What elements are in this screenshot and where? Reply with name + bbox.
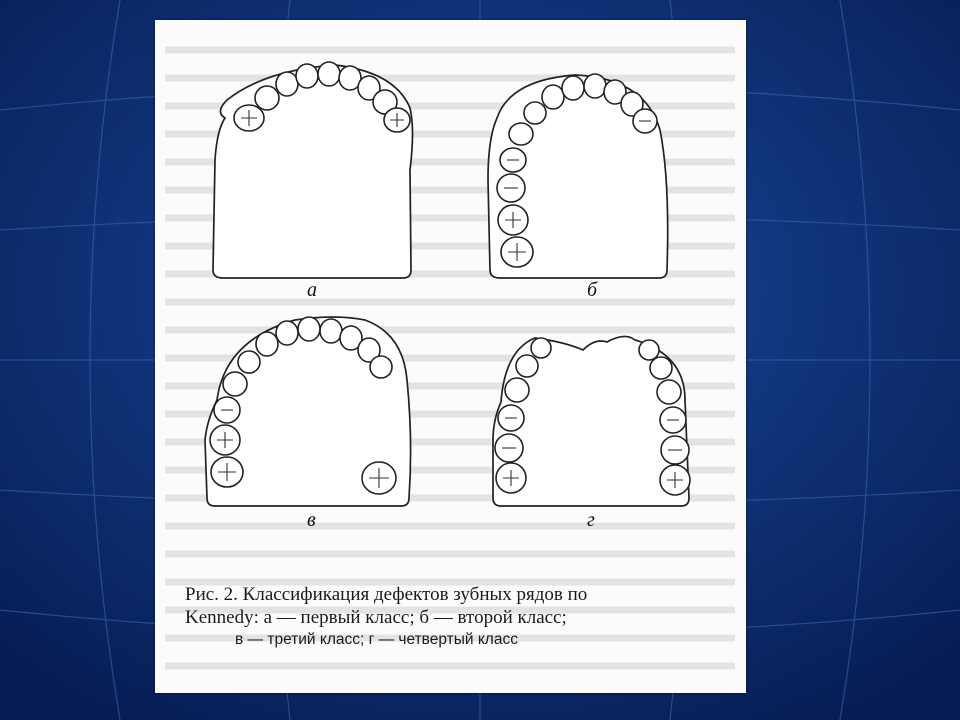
arch-panel-g	[493, 336, 690, 531]
arch-panel-b	[488, 74, 668, 301]
panel-label-g: г	[587, 509, 595, 531]
caption-line-1: Рис. 2. Классификация дефектов зубных рядов по	[185, 584, 588, 605]
scanned-page	[155, 20, 746, 693]
caption-line-2: Kennedy: а — первый класс; б — второй класс;	[185, 607, 567, 628]
panel-label-b: б	[587, 279, 598, 301]
caption-line-3: в — третий класс; г — четвертый класс	[235, 631, 518, 648]
panel-label-v: в	[307, 509, 316, 531]
panel-label-a: а	[307, 279, 317, 301]
figure-caption	[185, 583, 725, 651]
arch-panel-a	[213, 62, 413, 301]
arch-panel-v	[205, 317, 411, 531]
